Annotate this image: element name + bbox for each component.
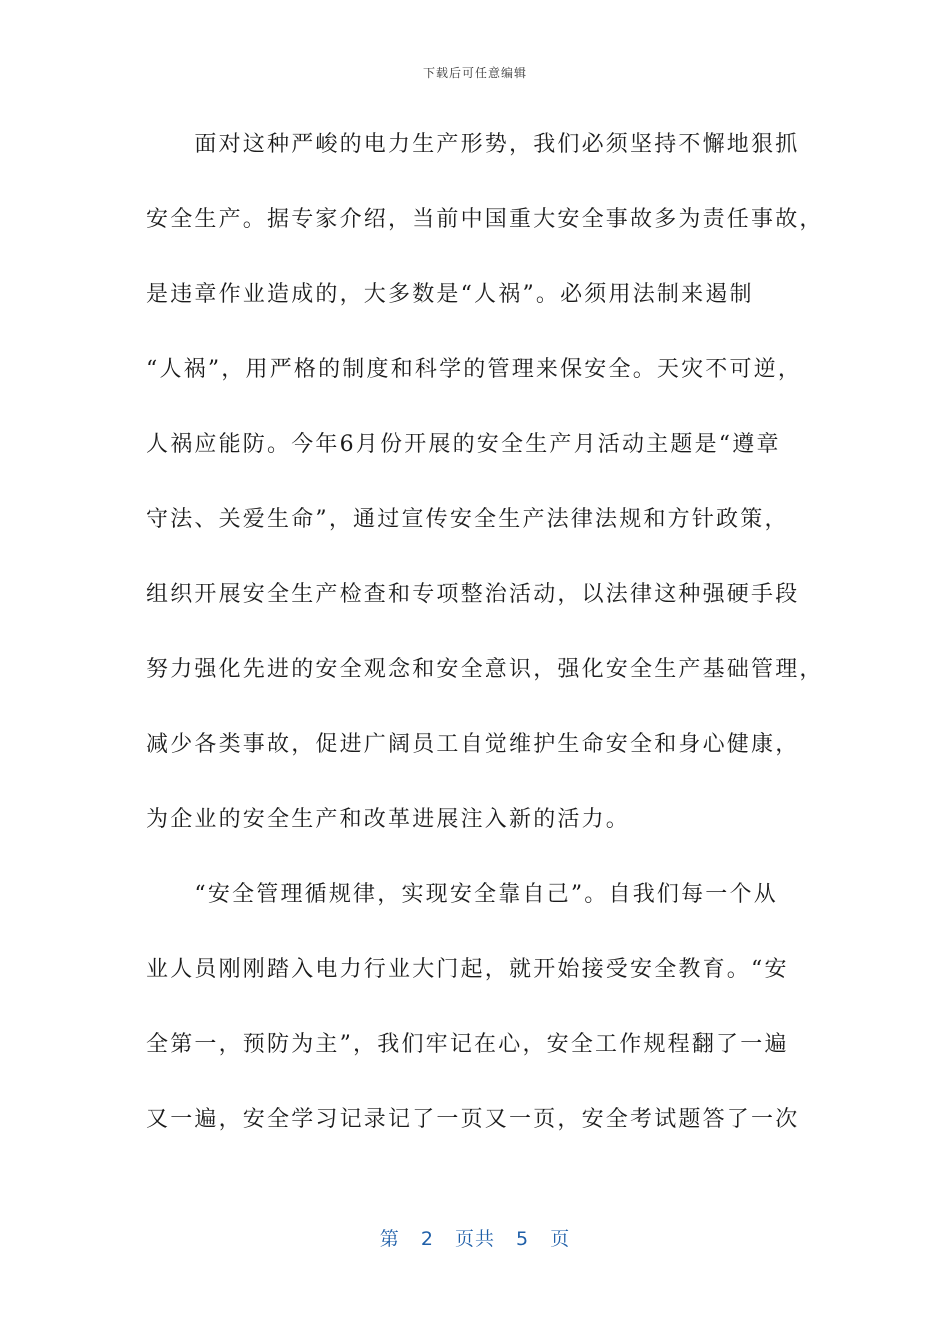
footer-label-ye: 页 bbox=[550, 1228, 571, 1250]
page-footer bbox=[0, 1224, 950, 1251]
text-line: 减少各类事故，促进广阔员工自觉维护生命安全和身心健康， bbox=[146, 732, 800, 757]
text-line: 努力强化先进的安全观念和安全意识，强化安全生产基础管理， bbox=[146, 657, 824, 682]
text-line: 守法、关爱生命”，通过宣传安全生产法律法规和方针政策， bbox=[146, 507, 789, 532]
text-line: 安全生产。据专家介绍，当前中国重大安全事故多为责任事故， bbox=[146, 207, 824, 232]
text-line: 面对这种严峻的电力生产形势，我们必须坚持不懈地狠抓 bbox=[146, 132, 800, 157]
text-line: 为企业的安全生产和改革进展注入新的活力。 bbox=[146, 807, 631, 832]
text-line: 又一遍，安全学习记录记了一页又一页，安全考试题答了一次 bbox=[146, 1107, 800, 1132]
current-page-number: 2 bbox=[420, 1228, 434, 1250]
text-line: 业人员刚刚踏入电力行业大门起，就开始接受安全教育。“安 bbox=[146, 957, 789, 982]
footer-label-di: 第 bbox=[379, 1228, 400, 1250]
text-line: 全第一，预防为主”，我们牢记在心，安全工作规程翻了一遍 bbox=[146, 1032, 789, 1057]
total-pages-number: 5 bbox=[516, 1228, 530, 1250]
text-line: “人祸”，用严格的制度和科学的管理来保安全。天灾不可逆， bbox=[146, 357, 803, 382]
paragraph-1 bbox=[146, 118, 824, 868]
text-line: 人祸应能防。今年6月份开展的安全生产月活动主题是“遵章 bbox=[146, 432, 781, 457]
text-line: 是违章作业造成的，大多数是“人祸”。必须用法制来遏制 bbox=[146, 282, 754, 307]
footer-label-ye-gong: 页共 bbox=[454, 1228, 495, 1250]
text-line: “安全管理循规律，实现安全靠自己”。自我们每一个从 bbox=[146, 882, 778, 907]
page-header: 下载后可任意编辑 bbox=[422, 66, 527, 80]
paragraph-2 bbox=[146, 868, 806, 1168]
text-line: 组织开展安全生产检查和专项整治活动，以法律这种强硬手段 bbox=[146, 582, 800, 607]
document-body bbox=[146, 118, 824, 1168]
